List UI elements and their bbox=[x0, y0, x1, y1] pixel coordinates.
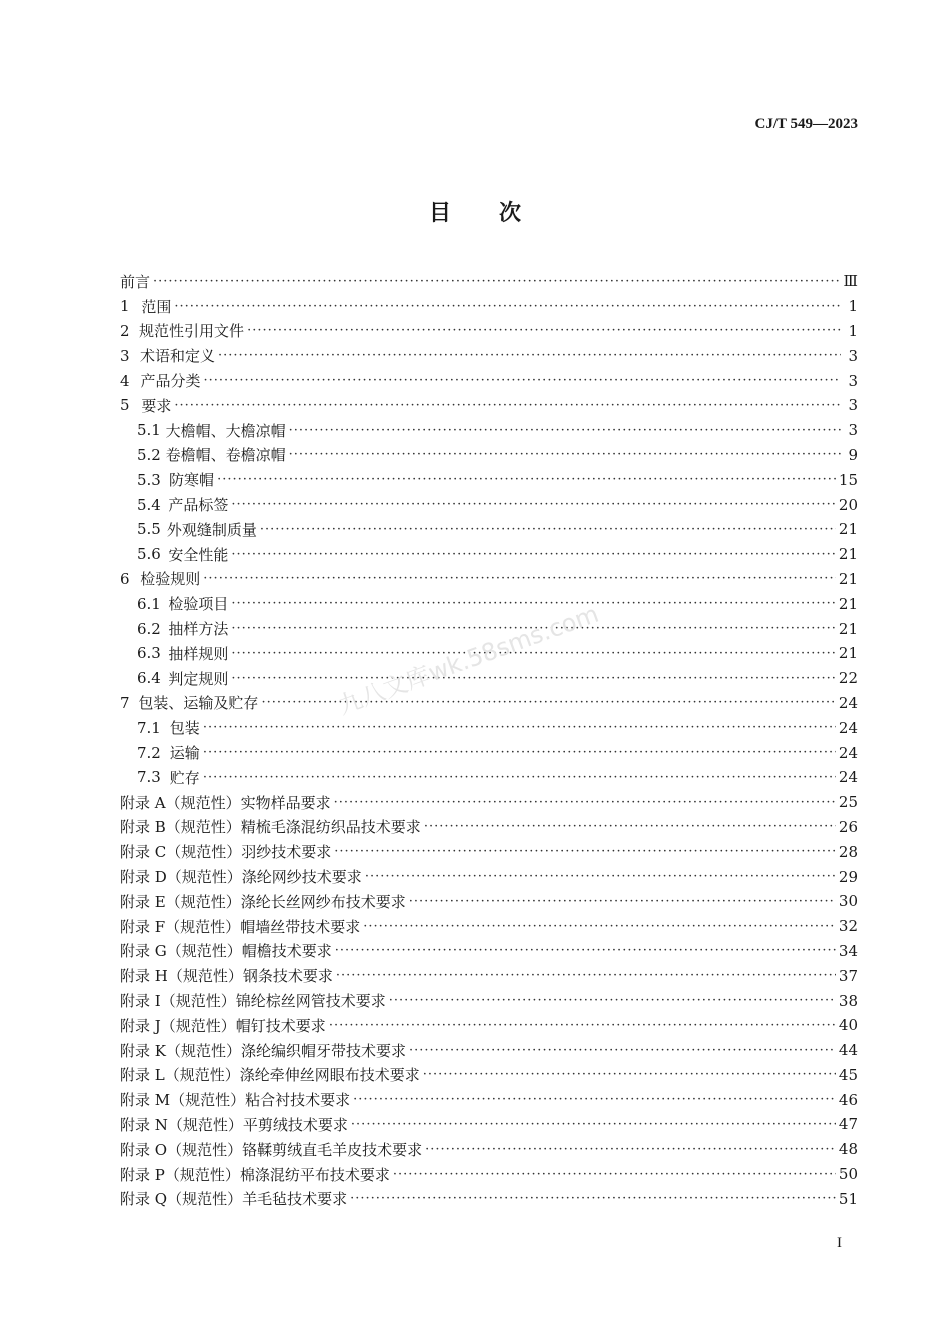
toc-entry[interactable] bbox=[120, 715, 858, 740]
toc-leader-dots bbox=[350, 1191, 836, 1206]
toc-entry-number: 5.4 bbox=[137, 495, 161, 514]
toc-entry-number: 5.1 bbox=[137, 421, 161, 440]
toc-entry[interactable] bbox=[120, 790, 858, 815]
toc-entry-label: 贮存 bbox=[169, 768, 200, 787]
toc-entry-number: 附录 I（规范性） bbox=[120, 992, 236, 1010]
toc-entry-label: 判定规则 bbox=[168, 669, 229, 688]
toc-entry-page: 3 bbox=[848, 396, 858, 415]
toc-leader-dots bbox=[334, 795, 836, 810]
toc-entry-page: 30 bbox=[838, 892, 858, 911]
toc-entry-page: 3 bbox=[848, 371, 858, 390]
toc-entry-number: 6.2 bbox=[137, 619, 161, 638]
toc-entry-label: 涤纶网纱技术要求 bbox=[241, 868, 362, 887]
toc-leader-dots bbox=[351, 1117, 836, 1132]
toc-entry-label: 羊毛毡技术要求 bbox=[242, 1190, 348, 1209]
toc-entry[interactable] bbox=[120, 269, 858, 294]
toc-leader-dots bbox=[409, 1043, 836, 1058]
toc-entry-page: 46 bbox=[838, 1090, 858, 1109]
toc-entry-number: 附录 J（规范性） bbox=[120, 1016, 236, 1035]
toc-entry[interactable] bbox=[120, 393, 858, 418]
toc-entry-number: 5.5 bbox=[137, 520, 161, 539]
toc-entry-label: 锦纶棕丝网管技术要求 bbox=[235, 992, 386, 1010]
toc-entry-page: 21 bbox=[838, 619, 858, 638]
toc-entry-page: 1 bbox=[848, 297, 858, 316]
toc-entry[interactable] bbox=[120, 418, 858, 443]
toc-entry-page: 20 bbox=[838, 495, 858, 514]
toc-entry[interactable] bbox=[120, 1162, 858, 1187]
toc-entry-number: 附录 B（规范性） bbox=[120, 818, 241, 837]
toc-entry-label: 帽钉技术要求 bbox=[235, 1016, 326, 1035]
toc-entry-page: 15 bbox=[838, 470, 858, 489]
toc-leader-dots bbox=[231, 497, 836, 512]
toc-entry-number: 附录 O（规范性） bbox=[120, 1140, 243, 1159]
toc-entry-page: 24 bbox=[838, 718, 858, 737]
toc-leader-dots bbox=[335, 943, 836, 958]
toc-entry-label: 防寒帽 bbox=[169, 471, 215, 490]
toc-entry[interactable] bbox=[120, 1112, 858, 1137]
toc-entry-page: 22 bbox=[838, 669, 858, 688]
toc-entry-label: 涤纶牵伸丝网眼布技术要求 bbox=[239, 1066, 420, 1085]
toc-entry[interactable] bbox=[120, 542, 858, 567]
toc-entry-label: 外观缝制质量 bbox=[166, 520, 257, 539]
toc-entry-number: 附录 F（规范性） bbox=[120, 917, 241, 936]
toc-entry-label: 涤纶长丝网纱布技术要求 bbox=[240, 892, 406, 911]
toc-entry-page: 50 bbox=[838, 1165, 858, 1184]
toc-entry-number: 6.1 bbox=[137, 594, 161, 613]
toc-entry[interactable] bbox=[120, 914, 858, 939]
toc-entry[interactable] bbox=[120, 691, 858, 716]
toc-entry-page: 34 bbox=[838, 941, 858, 960]
toc-leader-dots bbox=[424, 819, 836, 834]
toc-entry[interactable] bbox=[120, 1137, 858, 1162]
toc-entry-label: 术语和定义 bbox=[139, 347, 215, 366]
toc-entry-page: 37 bbox=[838, 966, 858, 985]
toc-entry[interactable] bbox=[120, 492, 858, 517]
toc-entry-number: 7.1 bbox=[137, 718, 161, 737]
toc-entry-label: 检验规则 bbox=[140, 570, 201, 589]
toc-entry-page: 45 bbox=[838, 1065, 858, 1084]
toc-leader-dots bbox=[336, 968, 836, 983]
toc-entry[interactable] bbox=[120, 939, 858, 964]
toc-entry-page: 3 bbox=[848, 346, 858, 365]
toc-leader-dots bbox=[423, 1067, 836, 1082]
toc-leader-dots bbox=[217, 472, 836, 487]
toc-entry-page: 1 bbox=[848, 321, 858, 340]
toc-leader-dots bbox=[203, 745, 836, 760]
toc-entry[interactable] bbox=[120, 765, 858, 790]
toc-entry[interactable] bbox=[120, 666, 858, 691]
toc-entry-number: 6 bbox=[120, 569, 130, 588]
toc-entry-label: 运输 bbox=[169, 744, 200, 763]
toc-leader-dots bbox=[289, 423, 841, 438]
toc-entry-label: 包装、运输及贮存 bbox=[138, 694, 259, 713]
toc-leader-dots bbox=[203, 571, 836, 586]
toc-leader-dots bbox=[389, 993, 836, 1008]
toc-entry-label: 钢条技术要求 bbox=[242, 967, 333, 986]
toc-entry-number: 2 bbox=[120, 321, 130, 340]
standard-code: CJ/T 549—2023 bbox=[754, 116, 858, 132]
toc-entry-number: 附录 H（规范性） bbox=[120, 967, 243, 986]
toc-entry-page: 40 bbox=[838, 1016, 858, 1035]
toc-entry-number: 7 bbox=[120, 693, 130, 712]
toc-entry[interactable] bbox=[120, 889, 858, 914]
toc-entry[interactable] bbox=[120, 740, 858, 765]
toc-leader-dots bbox=[334, 844, 836, 859]
toc-entry-page: 9 bbox=[848, 445, 858, 464]
toc-entry-page: 21 bbox=[838, 520, 858, 539]
toc-entry-page: 21 bbox=[838, 644, 858, 663]
toc-leader-dots bbox=[231, 671, 836, 686]
toc-entry[interactable] bbox=[120, 368, 858, 393]
toc-entry-label: 前言 bbox=[120, 272, 151, 291]
toc-entry[interactable] bbox=[120, 864, 858, 889]
toc-entry-number: 5 bbox=[120, 396, 130, 415]
toc-entry-page: 47 bbox=[838, 1115, 858, 1134]
toc-entry[interactable] bbox=[120, 988, 858, 1013]
toc-entry-label: 帽墙丝带技术要求 bbox=[240, 917, 361, 936]
toc-entry-label: 粘合衬技术要求 bbox=[245, 1091, 351, 1110]
toc-entry-number: 1 bbox=[120, 297, 130, 316]
toc-leader-dots bbox=[260, 522, 836, 537]
page-title: 目次 bbox=[428, 200, 569, 226]
toc-entry[interactable] bbox=[120, 815, 858, 840]
toc-entry-label: 铬鞣剪绒直毛羊皮技术要求 bbox=[242, 1140, 423, 1159]
toc-entry[interactable] bbox=[120, 567, 858, 592]
toc-leader-dots bbox=[353, 1092, 836, 1107]
toc-leader-dots bbox=[203, 770, 836, 785]
toc-entry-number: 附录 A（规范性） bbox=[120, 793, 241, 812]
toc-entry-page: 3 bbox=[848, 421, 858, 440]
toc-leader-dots bbox=[409, 894, 836, 909]
toc-entry-label: 产品分类 bbox=[140, 372, 201, 391]
toc-entry-number: 附录 G（规范性） bbox=[120, 942, 242, 961]
page-number: I bbox=[837, 1235, 842, 1251]
toc-entry-page: 38 bbox=[838, 991, 858, 1010]
toc-entry-number: 5.3 bbox=[137, 470, 161, 489]
toc-entry-label: 卷檐帽、卷檐凉帽 bbox=[165, 446, 286, 465]
toc-entry-number: 附录 M（规范性） bbox=[120, 1091, 246, 1110]
toc-entry-label: 大檐帽、大檐凉帽 bbox=[165, 421, 286, 440]
toc-entry-number: 6.3 bbox=[137, 644, 161, 663]
toc-entry-number: 5.6 bbox=[137, 545, 161, 564]
toc-entry-label: 抽样规则 bbox=[168, 644, 229, 663]
toc-entry-number: 7.2 bbox=[137, 743, 161, 762]
toc-entry[interactable] bbox=[120, 1087, 858, 1112]
toc-leader-dots bbox=[329, 1018, 836, 1033]
toc-entry-page: 21 bbox=[838, 569, 858, 588]
toc-leader-dots bbox=[365, 869, 836, 884]
toc-entry-page: 24 bbox=[838, 743, 858, 762]
toc-entry[interactable] bbox=[120, 1038, 858, 1063]
toc-entry-number: 附录 L（规范性） bbox=[120, 1066, 240, 1085]
toc-entry-number: 附录 C（规范性） bbox=[120, 843, 242, 862]
toc-entry-label: 范围 bbox=[141, 297, 172, 316]
toc-entry-label: 包装 bbox=[169, 719, 200, 738]
toc-entry-label: 涤纶编织帽牙带技术要求 bbox=[240, 1041, 406, 1060]
toc-entry-number: 附录 Q（规范性） bbox=[120, 1190, 243, 1209]
watermark: 九八文库wk.58sms.com bbox=[334, 599, 603, 721]
toc-entry-number: 附录 E（规范性） bbox=[120, 892, 241, 911]
toc-leader-dots bbox=[289, 447, 841, 462]
toc-entry-page: 24 bbox=[838, 768, 858, 787]
toc-entry[interactable] bbox=[120, 443, 858, 468]
toc-entry-label: 规范性引用文件 bbox=[139, 322, 245, 341]
toc-entry-page: 48 bbox=[838, 1140, 858, 1159]
toc-entry[interactable] bbox=[120, 294, 858, 319]
toc-entry-label: 精梳毛涤混纺织品技术要求 bbox=[240, 818, 421, 837]
toc-entry-label: 棉涤混纺平布技术要求 bbox=[239, 1165, 390, 1184]
toc-entry-number: 附录 D（规范性） bbox=[120, 868, 242, 887]
toc-leader-dots bbox=[363, 919, 836, 934]
toc-leader-dots bbox=[247, 323, 841, 338]
toc-entry[interactable] bbox=[120, 319, 858, 344]
toc-entry-number: 4 bbox=[120, 371, 130, 390]
toc-entry-label: 检验项目 bbox=[168, 595, 229, 614]
toc-entry-label: 产品标签 bbox=[168, 496, 229, 515]
toc-entry-page: 29 bbox=[838, 867, 858, 886]
toc-entry[interactable] bbox=[120, 591, 858, 616]
toc-entry[interactable] bbox=[120, 1063, 858, 1088]
toc-entry-number: 5.2 bbox=[137, 445, 161, 464]
toc-entry-number: 7.3 bbox=[137, 768, 161, 787]
toc-leader-dots bbox=[218, 348, 841, 363]
toc-entry-number: 3 bbox=[120, 346, 130, 365]
toc-entry-page: 51 bbox=[838, 1189, 858, 1208]
toc-entry-page: 28 bbox=[838, 842, 858, 861]
toc-leader-dots bbox=[153, 274, 841, 289]
toc-entry-label: 安全性能 bbox=[168, 545, 229, 564]
toc-entry-page: 26 bbox=[838, 817, 858, 836]
toc-entry-page: 44 bbox=[838, 1041, 858, 1060]
table-of-contents bbox=[120, 269, 858, 1211]
toc-entry[interactable] bbox=[120, 467, 858, 492]
toc-leader-dots bbox=[425, 1142, 836, 1157]
toc-entry[interactable] bbox=[120, 963, 858, 988]
toc-leader-dots bbox=[174, 299, 841, 314]
toc-entry-number: 附录 N（规范性） bbox=[120, 1115, 243, 1134]
toc-entry-number: 6.4 bbox=[137, 669, 161, 688]
toc-leader-dots bbox=[231, 596, 836, 611]
toc-entry[interactable] bbox=[120, 1186, 858, 1211]
toc-entry-page: 32 bbox=[838, 917, 858, 936]
toc-entry-page: 25 bbox=[838, 793, 858, 812]
toc-entry-label: 抽样方法 bbox=[168, 620, 229, 639]
toc-leader-dots bbox=[393, 1167, 836, 1182]
toc-entry[interactable] bbox=[120, 517, 858, 542]
toc-entry-label: 帽檐技术要求 bbox=[241, 942, 332, 961]
toc-entry-page: 24 bbox=[838, 693, 858, 712]
toc-entry-label: 要求 bbox=[141, 396, 172, 415]
toc-entry-label: 羽纱技术要求 bbox=[241, 843, 332, 862]
toc-entry-page: Ⅲ bbox=[843, 272, 858, 291]
toc-leader-dots bbox=[231, 547, 836, 562]
toc-entry[interactable] bbox=[120, 839, 858, 864]
toc-entry[interactable] bbox=[120, 1013, 858, 1038]
toc-entry-page: 21 bbox=[838, 594, 858, 613]
toc-entry-label: 平剪绒技术要求 bbox=[242, 1115, 348, 1134]
toc-leader-dots bbox=[203, 373, 841, 388]
toc-entry-page: 21 bbox=[838, 545, 858, 564]
toc-leader-dots bbox=[174, 398, 841, 413]
toc-leader-dots bbox=[203, 720, 836, 735]
toc-entry-number: 附录 K（规范性） bbox=[120, 1041, 241, 1060]
toc-entry-label: 实物样品要求 bbox=[240, 793, 331, 812]
toc-entry-number: 附录 P（规范性） bbox=[120, 1165, 240, 1184]
toc-entry[interactable] bbox=[120, 343, 858, 368]
